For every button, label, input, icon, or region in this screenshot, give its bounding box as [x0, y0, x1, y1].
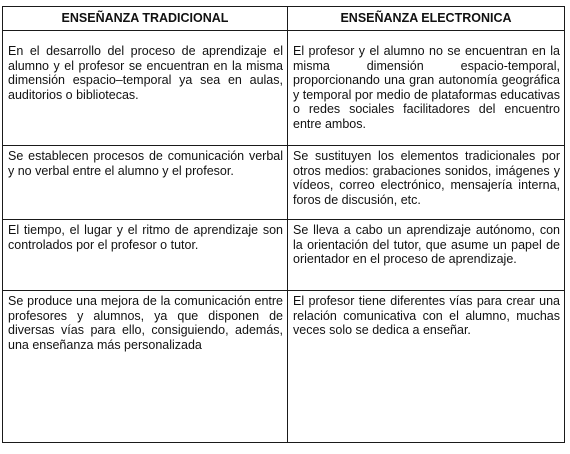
cell-electronic: Se sustituyen los elementos tradicionales por otros medios: grabaciones sonidos, imágenes y vídeos, correo electrónico, mensajería interna, foros de discusión, etc.: [288, 146, 565, 220]
header-electronic: ENSEÑANZA ELECTRONICA: [288, 7, 565, 31]
cell-traditional: En el desarrollo del proceso de aprendizaje el alumno y el profesor se encuentran en la misma dimensión espacio–temporal ya sea en aulas, auditorios o bibliotecas.: [3, 31, 288, 146]
cell-traditional: Se establecen procesos de comunicación verbal y no verbal entre el alumno y el profesor.: [3, 146, 288, 220]
header-traditional: ENSEÑANZA TRADICIONAL: [3, 7, 288, 31]
table-row: [3, 220, 565, 291]
table-row: [3, 31, 565, 146]
comparison-table: [2, 6, 565, 443]
cell-electronic: El profesor tiene diferentes vías para crear una relación comunicativa con el alumno, muchas veces solo se dedica a enseñar.: [288, 291, 565, 443]
cell-traditional: Se produce una mejora de la comunicación entre profesores y alumnos, ya que disponen de diversas vías para ello, consiguiendo, además, una enseñanza más personalizada: [3, 291, 288, 443]
header-row: [3, 7, 565, 31]
cell-traditional: El tiempo, el lugar y el ritmo de aprendizaje son controlados por el profesor o tutor.: [3, 220, 288, 291]
cell-electronic: Se lleva a cabo un aprendizaje autónomo, con la orientación del tutor, que asume un papel de orientador en el proceso de aprendizaje.: [288, 220, 565, 291]
cell-electronic: El profesor y el alumno no se encuentran en la misma dimensión espacio-temporal, proporcionando una gran autonomía geográfica y temporal por medio de plataformas educativas o redes sociales facilitadores del encuentro entre ambos.: [288, 31, 565, 146]
table-row: [3, 291, 565, 443]
table-row: [3, 146, 565, 220]
